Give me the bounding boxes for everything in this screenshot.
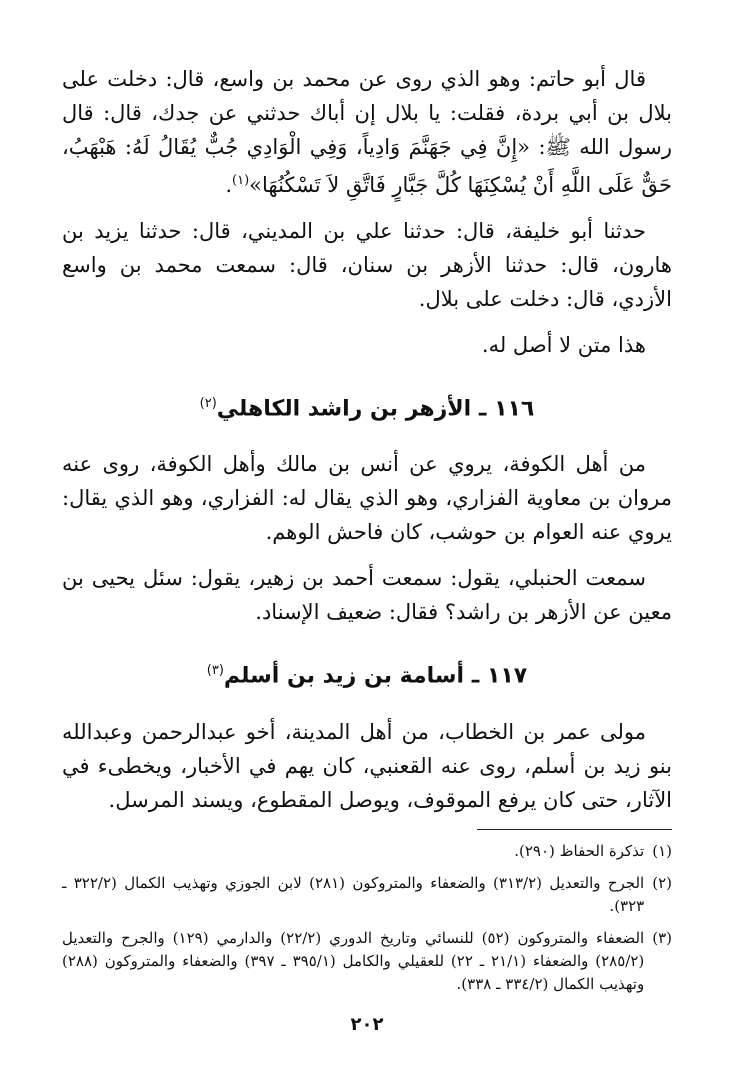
entry-heading-116 — [62, 388, 672, 425]
footnote-number: (٣) — [652, 928, 672, 947]
paragraph-abu-hatim — [62, 62, 672, 202]
footnote-text: الضعفاء والمتروكون (٥٢) للنسائي وتاريخ الدوري (٢٢/٢) والدارمي (١٢٩) والجرح والتعديل (٢٨٥/٢) والضعفاء (٢١/١ ـ ٢٢) للعقيلي والكامل (٣٩٥/١ ـ ٣٩٧) والضعفاء والمتروكون (٢٨٨) وتهذيب الكمال (٣٣٤/٢ ـ ٣٣٨). — [62, 928, 645, 993]
paragraph-end: . — [225, 173, 233, 197]
footnote-mark: (١) — [232, 173, 250, 188]
paragraph-verdict: هذا متن لا أصل له. — [481, 333, 646, 357]
entry-116-paragraph: سمعت الحنبلي، يقول: سمعت أحمد بن زهير، يقول: سئل يحيى بن معين عن الأزهر بن راشد؟ فقال: ضعيف الإسناد. — [62, 566, 672, 625]
entry-heading-117 — [62, 655, 672, 692]
footnote-number: (١) — [652, 841, 672, 860]
footnote-number: (٢) — [652, 873, 672, 892]
paragraph-text: قال أبو حاتم: وهو الذي روى عن محمد بن واسع، قال: دخلت على بلال بن أبي بردة، فقلت: يا بلال إن أباك حدثني عن جدك، قال: قال رسول الله ﷺ: «إِنَّ فِي جَهَنَّمَ وَادِياً، وَفِي الْوَادِي جُبٌّ يُقَالُ لَهُ: هَبْهَبُ، حَقٌّ عَلَى اللَّهِ أَنْ يُسْكِنَهَا كُلَّ جَبَّارٍ فَاتَّقِ لاَ تَسْكُنُهَا» — [62, 67, 672, 197]
book-page — [62, 62, 672, 1062]
entry-117-paragraph: مولى عمر بن الخطاب، من أهل المدينة، أخو عبدالرحمن وعبدالله بنو زيد بن أسلم، روى عنه القعنبي، كان يهم في الأخبار، ويخطىء في الآثار، حتى كان يرفع الموقوف، ويوصل المقطوع، ويسند المرسل. — [62, 719, 672, 812]
paragraph-isnad: حدثنا أبو خليفة، قال: حدثنا علي بن المديني، قال: حدثنا يزيد بن هارون، قال: حدثنا الأزهر بن سنان، قال: سمعت محمد بن واسع الأزدي، قال: دخلت على بلال. — [62, 219, 672, 311]
footnote — [62, 872, 672, 918]
footnote-mark: (٣) — [206, 663, 224, 679]
entry-title: ١١٧ ـ أسامة بن زيد بن أسلم — [223, 663, 528, 689]
footnote — [62, 927, 672, 996]
footnote-text: الجرح والتعديل (٣١٣/٢) والضعفاء والمتروكون (٢٨١) لابن الجوزي وتهذيب الكمال (٣٢٢/٢ ـ ٣٢٣). — [62, 873, 645, 915]
footnote — [62, 840, 672, 863]
entry-116-paragraph: من أهل الكوفة، يروي عن أنس بن مالك وأهل الكوفة، روى عنه مروان بن معاوية الفزاري، وهو الذي يقال له: الفزاري، وهو الذي يقال: يروي عنه العوام بن حوشب، كان فاحش الوهم. — [62, 452, 672, 545]
footnote-text: تذكرة الحفاظ (٢٩٠). — [514, 841, 645, 860]
page-number: ٢٠٢ — [350, 1013, 384, 1035]
entry-title: ١١٦ ـ الأزهر بن راشد الكاهلي — [216, 396, 535, 422]
footnote-mark: (٢) — [199, 396, 217, 411]
footnote-divider — [477, 829, 672, 830]
